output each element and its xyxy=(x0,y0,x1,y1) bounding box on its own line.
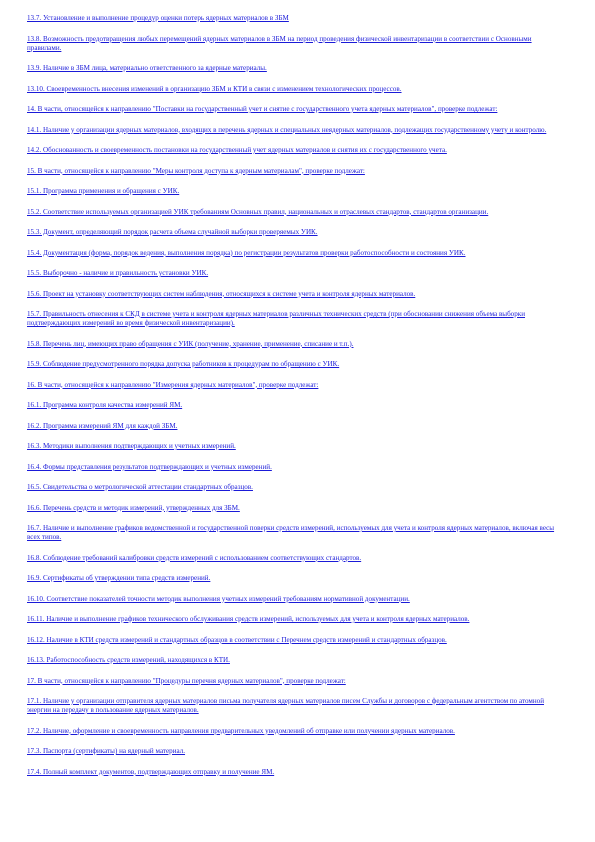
section-15-2-link[interactable]: 15.2. Соответствие используемых организацией УИК требованиям Основных правил, национальных и отраслевых стандартов, стандартов организации. xyxy=(27,207,489,216)
section-14-link[interactable]: 14. В части, относящейся к направлению "Поставки на государственный учет и снятие с государственного учета ядерных материалов", проверке подлежат: xyxy=(27,105,498,113)
section-14-2-link[interactable]: 14.2. Обоснованность и своевременность постановки на государственный учет ядерных материалов и снятия их с государственного учета. xyxy=(27,146,447,154)
section-15-4-link[interactable]: 15.4. Документация (форма, порядок ведения, выполнения порядка) по регистрации результатов проверки работоспособности и состояния УИК. xyxy=(27,248,466,257)
section-16-7-link[interactable]: 16.7. Наличие и выполнение графиков ведомственной и государственной поверки средств измерений, используемых для учета и контроля ядерных материалов, включая весы всех типов. xyxy=(27,524,555,541)
section-16-3-link[interactable]: 16.3. Методики выполнения подтверждающих и учетных измерений. xyxy=(27,442,236,450)
section-16-13-link[interactable]: 16.13. Работоспособность средств измерений, находящихся в КТИ. xyxy=(27,656,230,664)
section-16-5-link[interactable]: 16.5. Свидетельства о метрологической аттестации стандартных образцов. xyxy=(27,483,253,491)
section-17-1-link[interactable]: 17.1. Наличие у организации отправителя ядерных материалов письма получателя ядерных материалов писем Службы и договоров с федеральным агентством по атомной энергии на передачу в пользование ядерных материалов. xyxy=(27,697,545,714)
section-16-8-link[interactable]: 16.8. Соблюдение требований калибровки средств измерений с использованием соответствующих стандартов. xyxy=(27,553,362,562)
section-15-link[interactable]: 15. В части, относящейся к направлению "Меры контроля доступа к ядерным материалам", проверке подлежат: xyxy=(27,166,365,175)
document-body xyxy=(27,14,567,788)
section-17-2-link[interactable]: 17.2. Наличие, оформление и своевременность направления предварительных уведомлений об отправке или получении ядерных материалов. xyxy=(27,726,455,735)
section-16-10-link[interactable]: 16.10. Соответствие показателей точности методик выполнения учетных измерений требованиям нормативной документации. xyxy=(27,594,410,603)
section-15-8-link[interactable]: 15.8. Перечень лиц, имеющих право обращения с УИК (получение, хранение, применение, списание и т.п.). xyxy=(27,339,354,348)
section-15-7-link[interactable]: 15.7. Правильность отнесения к СКД в системе учета и контроля ядерных материалов различных технических средств (при обосновании снижения объема выборки подтверждающих измерений во время физической инвентаризации). xyxy=(27,310,526,327)
section-15-6-link[interactable]: 15.6. Проект на установку соответствующих систем наблюдения, относящихся к системе учета и контроля ядерных материалов. xyxy=(27,289,416,298)
section-16-9-link[interactable]: 16.9. Сертификаты об утверждении типа средств измерений. xyxy=(27,574,211,582)
section-16-1-link[interactable]: 16.1. Программа контроля качества измерений ЯМ. xyxy=(27,401,183,409)
section-17-3-link[interactable]: 17.3. Паспорта (сертификаты) на ядерный материал. xyxy=(27,747,186,755)
section-15-5-link[interactable]: 15.5. Выборочно - наличие и правильность установки УИК. xyxy=(27,269,209,277)
section-16-4-link[interactable]: 16.4. Формы представления результатов подтверждающих и учетных измерений. xyxy=(27,462,272,471)
section-16-11-link[interactable]: 16.11. Наличие и выполнение графиков технического обслуживания средств измерений, используемых для учета и контроля ядерных материалов. xyxy=(27,615,470,623)
section-13-7-link[interactable]: 13.7. Установление и выполнение процедур оценки потерь ядерных материалов в ЗБМ xyxy=(27,14,289,22)
section-13-10-link[interactable]: 13.10. Своевременность внесения изменений в организацию ЗБМ и КТИ в связи с изменением технологических процессов. xyxy=(27,84,402,93)
section-17-4-link[interactable]: 17.4. Полный комплект документов, подтверждающих отправку и получение ЯМ. xyxy=(27,767,275,776)
section-15-9-link[interactable]: 15.9. Соблюдение предусмотренного порядка допуска работников к процедурам по обращению с УИК. xyxy=(27,360,340,368)
section-13-9-link[interactable]: 13.9. Наличие в ЗБМ лица, материально ответственного за ядерные материалы. xyxy=(27,64,267,72)
section-15-3-link[interactable]: 15.3. Документ, определяющий порядок расчета объема случайной выборки проверяемых УИК. xyxy=(27,228,318,236)
section-13-8-link[interactable]: 13.8. Возможность предотвращения любых перемещений ядерных материалов в ЗБМ на период проведения физической инвентаризации в соответствии с Основными правилами. xyxy=(27,34,532,52)
section-16-2-link[interactable]: 16.2. Программа измерений ЯМ для каждой ЗБМ. xyxy=(27,421,178,430)
section-14-1-link[interactable]: 14.1. Наличие у организации ядерных материалов, входящих в перечень ядерных и специальных неядерных материалов, подлежащих государственному учету и контролю. xyxy=(27,125,547,134)
section-15-1-link[interactable]: 15.1. Программа применения и обращения с УИК. xyxy=(27,187,180,195)
section-16-6-link[interactable]: 16.6. Перечень средств и методик измерений, утвержденных для ЗБМ. xyxy=(27,503,240,512)
section-16-link[interactable]: 16. В части, относящейся к направлению "Измерения ядерных материалов", проверке подлежат: xyxy=(27,380,319,389)
section-17-link[interactable]: 17. В части, относящейся к направлению "Процедуры перечня ядерных материалов", проверке подлежат: xyxy=(27,676,346,685)
section-16-12-link[interactable]: 16.12. Наличие в КТИ средств измерений и стандартных образцов в соответствии с Перечнем средств измерений и стандартных образцов. xyxy=(27,635,447,644)
